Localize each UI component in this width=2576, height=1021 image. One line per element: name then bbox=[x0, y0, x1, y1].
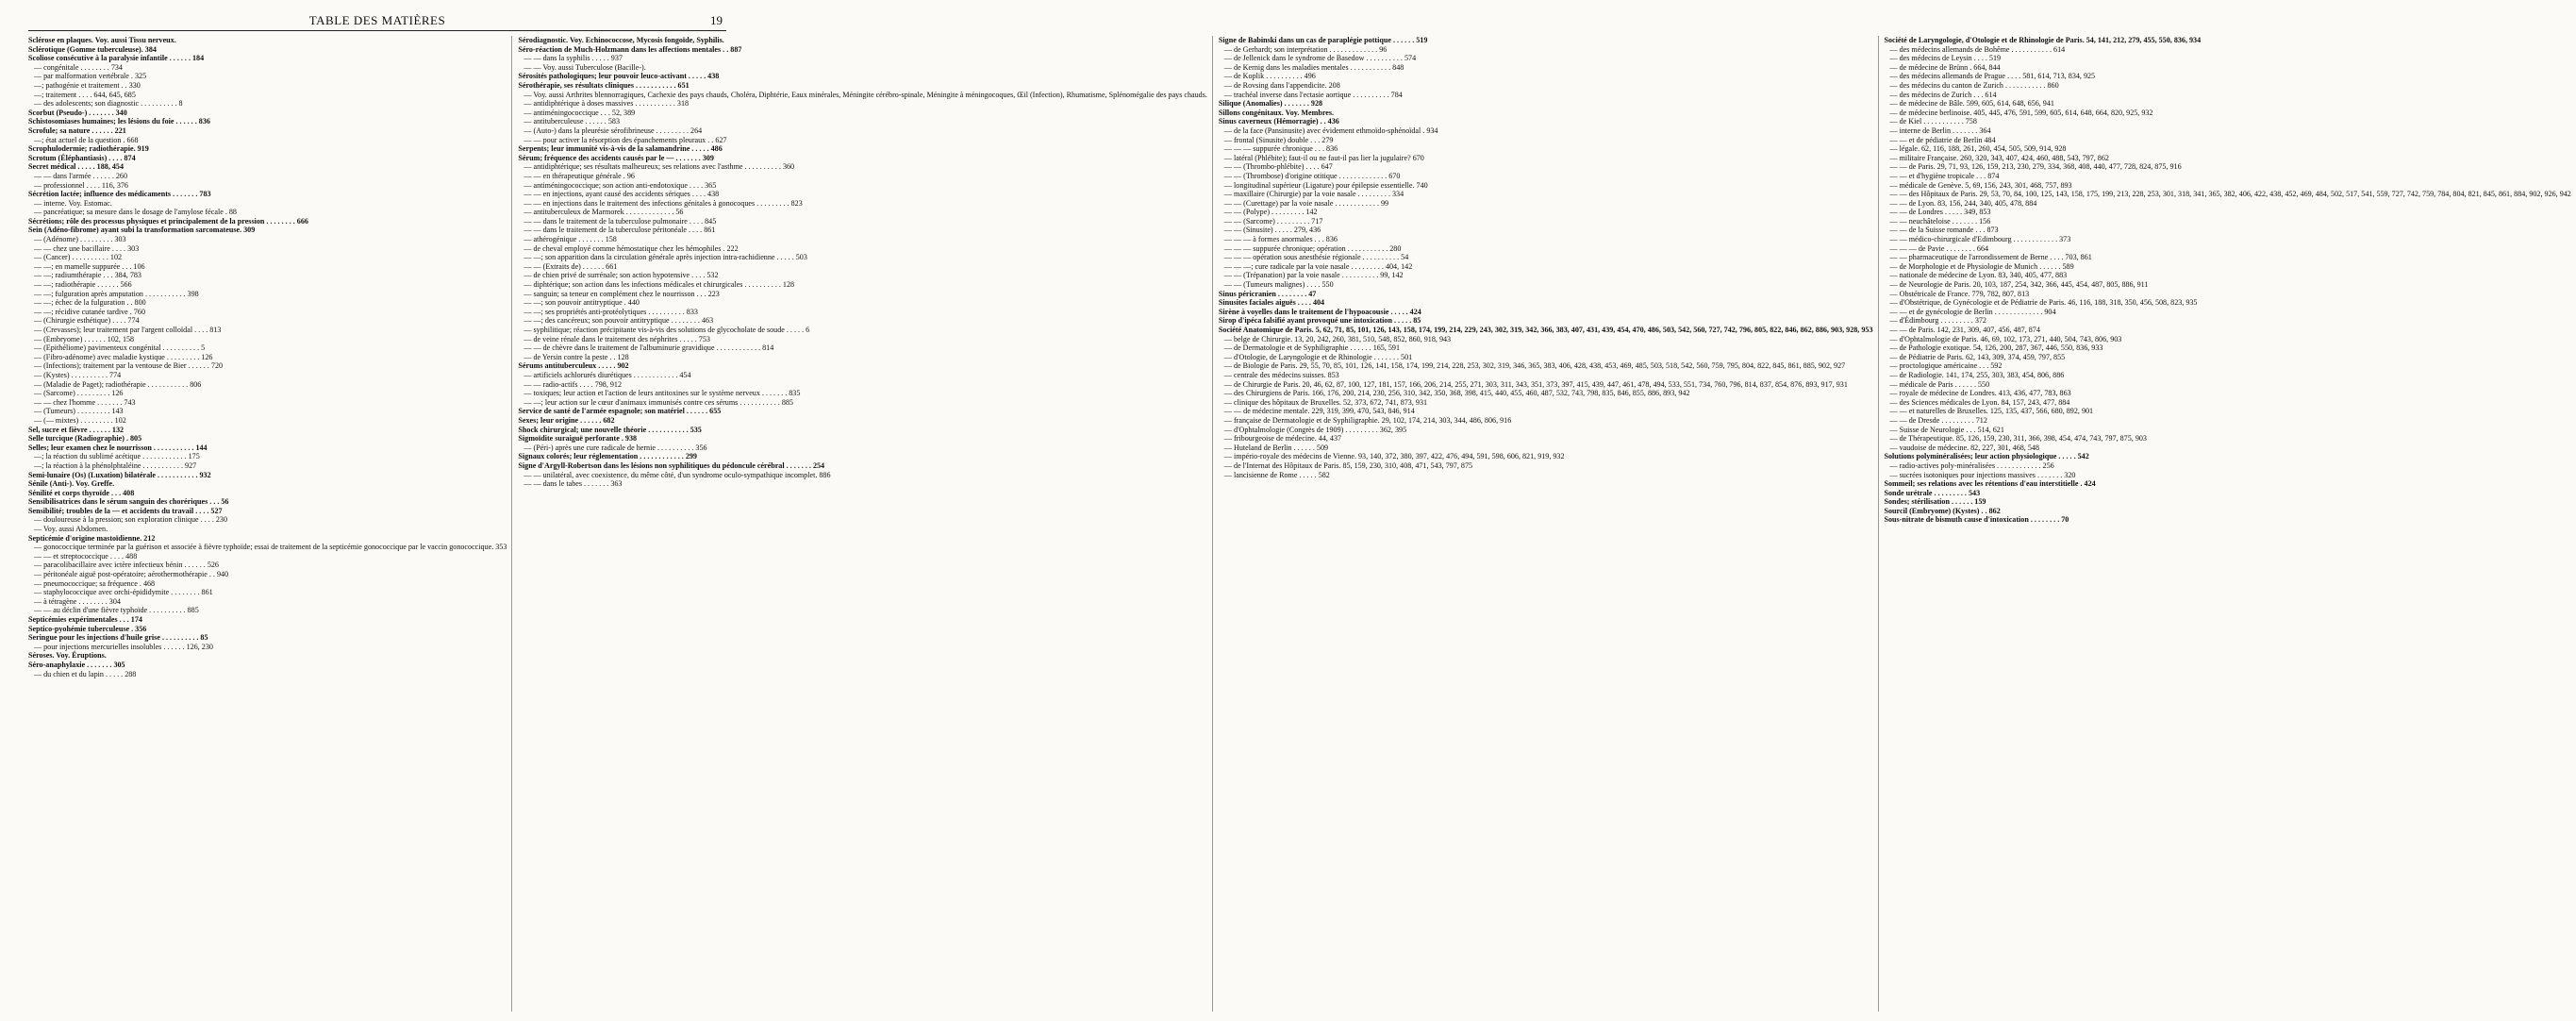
index-entry: — de Rovsing dans l'appendicite. 208 bbox=[1223, 80, 1340, 90]
index-entry: — — Voy. aussi Tuberculose (Bacille-). bbox=[524, 62, 646, 72]
index-entry: Sérum; fréquence des accidents causés par le — . . . . . . . 309 bbox=[518, 153, 714, 162]
index-entry: — — de Paris. 142, 231, 309, 407, 456, 487, 874 bbox=[1889, 326, 2040, 334]
index-entry: Société de Laryngologie, d'Otologie et de Rhinologie de Paris. 54, 141, 212, 279, 455, 550, 836, 934 bbox=[1884, 36, 2202, 44]
index-entry: Sondes; stérilisation . . . . . . 159 bbox=[1884, 497, 1986, 507]
index-entry: — des médecins allemands de Prague . . . . 581, 614, 713, 834, 925 bbox=[1889, 72, 2096, 81]
index-entry: — (Infections); traitement par la ventouse de Bier . . . . . . 720 bbox=[34, 361, 224, 371]
index-entry: — de Pathologie exotique. 54, 126, 200, 287, 367, 446, 550, 836, 933 bbox=[1889, 343, 2103, 353]
index-entry: Serpents; leur immunité vis-à-vis de la salamandrine . . . . . 486 bbox=[518, 144, 723, 154]
index-entry: Sensibilité; troubles de la — et accidents du travail . . . . 527 bbox=[28, 506, 223, 515]
index-entry: — —; échec de la fulguration . . 800 bbox=[34, 298, 146, 308]
index-column-1 bbox=[28, 36, 512, 1012]
index-entry: — de la face (Pansinusite) avec évidement ethmoïdo-sphénoïdal . 934 bbox=[1223, 126, 1438, 135]
index-entry: Sérodiagnostic. Voy. Echinococcose, Mycosis fongoïde, Syphilis. bbox=[518, 36, 724, 44]
index-entry: Sénile (Anti-). Voy. Greffe. bbox=[28, 479, 115, 489]
index-entry: — —; radiothérapie . . . . . . 566 bbox=[34, 280, 132, 290]
index-entry: Sirène à voyelles dans le traitement de l'hypoacousie . . . . . 424 bbox=[1218, 307, 1421, 316]
index-entry: — — (Sinusite) . . . . . 279, 436 bbox=[1223, 226, 1321, 235]
index-entry: — maxillaire (Chirurgie) par la voie nasale . . . . . . . . . 334 bbox=[1223, 190, 1404, 199]
index-entry: — — médico-chirurgicale d'Edimbourg . . . . . . . . . . . . 373 bbox=[1889, 235, 2071, 244]
index-entry: — paracolibacillaire avec ictère infectieux bénin . . . . . . 526 bbox=[34, 561, 219, 570]
index-entry: — antiméningococcique; son action anti-endotoxique . . . . 365 bbox=[524, 180, 717, 190]
index-entry: — des médecins du canton de Zurich . . . . . . . . . . . 860 bbox=[1889, 80, 2059, 90]
index-entry: — Voy. aussi Abdomen. bbox=[34, 525, 108, 534]
index-entry: — à tétragène . . . . . . . . 304 bbox=[34, 596, 121, 606]
index-entry: Solutions polyminéralisées; leur action physiologique . . . . . 542 bbox=[1884, 452, 2089, 461]
index-entry: — pneumococcique; sa fréquence . 468 bbox=[34, 578, 156, 588]
index-entry: — d'Obstétrique, de Gynécologie et de Pédiatrie de Paris. 46, 116, 188, 318, 350, 456, 508, 823, 935 bbox=[1889, 298, 2198, 308]
index-entry: — de Koplik . . . . . . . . . . 496 bbox=[1223, 72, 1316, 81]
index-entry: — — de médecine mentale. 229, 319, 399, 470, 543, 846, 914 bbox=[1223, 407, 1415, 416]
index-entry: — interne de Berlin . . . . . . . 364 bbox=[1889, 126, 1991, 135]
index-entry: —; pathogénie et traitement . . 330 bbox=[34, 80, 141, 90]
index-entry: — — — de Pavie . . . . . . . . 664 bbox=[1889, 243, 1989, 253]
index-entry: — légale. 62, 116, 188, 261, 260, 454, 505, 509, 914, 928 bbox=[1889, 144, 2067, 154]
index-entry: — — et streptococcique . . . . 488 bbox=[34, 551, 138, 561]
index-entry: Signe de Babinski dans un cas de paraplégie pottique . . . . . . 519 bbox=[1218, 36, 1428, 44]
index-entry: — — — suppurée chronique; opération . . . . . . . . . . . 280 bbox=[1223, 243, 1402, 253]
index-entry: — péritonéale aiguë post-opératoire; aérothermothérapie . . 940 bbox=[34, 570, 229, 579]
index-entry: — antituberculeuse . . . . . . 583 bbox=[524, 117, 620, 126]
index-entry: — — de Londres . . . . . 349, 853 bbox=[1889, 208, 1991, 217]
index-entry: Scoliose consécutive à la paralysie infantile . . . . . . 184 bbox=[28, 54, 205, 63]
index-entry: — — chez une bacillaire . . . . 303 bbox=[34, 243, 140, 253]
index-entry: — — et de gynécologie de Berlin . . . . . . . . . . . . . 904 bbox=[1889, 307, 2056, 316]
page-number: 19 bbox=[710, 13, 723, 27]
index-entry: — — en thérapeutique générale . 96 bbox=[524, 171, 635, 180]
index-entry: — par malformation vertébrale . 325 bbox=[34, 72, 147, 81]
index-entry: Sclérotique (Gomme tuberculeuse). 384 bbox=[28, 44, 157, 54]
index-entry: — de chien privé de surrénale; son action hypotensive . . . . 532 bbox=[524, 271, 719, 280]
index-entry: Sigmoïdite suraiguë perforante . 938 bbox=[518, 434, 638, 444]
index-entry: — — dans la syphilis . . . . . 937 bbox=[524, 54, 623, 63]
index-entry: — radio-actives poly-minéralisées . . . . . . . . . . . . 256 bbox=[1889, 460, 2054, 470]
index-entry: — vaudoise de médecine. 82, 227, 301, 468, 548 bbox=[1889, 443, 2039, 452]
index-entry: —; la réaction à la phénolphtaléine . . . . . . . . . . . 927 bbox=[34, 460, 197, 470]
index-entry: Sérums antituberculeux . . . . . 902 bbox=[518, 361, 629, 371]
index-entry: Scorbut (Pseudo-) . . . . . . . 340 bbox=[28, 108, 127, 117]
index-entry: Sel, sucre et fièvre . . . . . . 132 bbox=[28, 425, 125, 434]
index-entry: — nationale de médecine de Lyon. 83, 340, 405, 477, 883 bbox=[1889, 271, 2068, 280]
index-entry: — — et de pédiatrie de Berlin 484 bbox=[1889, 135, 1996, 144]
index-entry: — Obstétricale de France. 779, 782, 807, 813 bbox=[1889, 289, 2030, 298]
index-entry: Sous-nitrate de bismuth cause d'intoxication . . . . . . . . 70 bbox=[1884, 515, 2069, 525]
index-entry: Septicémie d'origine mastoïdienne. 212 bbox=[28, 533, 156, 543]
index-entry: — — dans le traitement de la tuberculose péritonéale . . . . 861 bbox=[524, 226, 716, 235]
index-entry: — — de la Suisse romande . . . 873 bbox=[1889, 226, 1999, 235]
index-entry: — pancréatique; sa mesure dans le dosage de l'amylose fécale . 88 bbox=[34, 208, 237, 217]
page-header bbox=[28, 11, 726, 31]
index-entry: Secret médical . . . . . 188, 454 bbox=[28, 162, 125, 172]
index-entry: — d'Édimbourg . . . . . . . . . 372 bbox=[1889, 316, 1986, 326]
index-entry: — — (Thrombo-phlébite) . . . . 647 bbox=[1223, 162, 1333, 172]
index-entry: — lancisienne de Rome . . . . . 582 bbox=[1223, 470, 1330, 479]
index-entry: — centrale des médecins suisses. 853 bbox=[1223, 370, 1339, 379]
index-entry: — — des Hôpitaux de Paris. 29, 53, 70, 84, 100, 125, 143, 158, 175, 199, 213, 228, 253, 301, 318, 341, 365, 382, 406, 422, 438, 452, 469, 484, 502, 517, 541, 559, 727, 742, 759, 784, 804, 821, 845, 861, 884, 902, 926, 942 bbox=[1889, 190, 2571, 199]
index-entry: Service de santé de l'armée espagnole; son matériel . . . . . . 655 bbox=[518, 407, 722, 416]
index-entry: — de Pédiatrie de Paris. 62, 143, 309, 374, 459, 797, 855 bbox=[1889, 352, 2066, 361]
index-entry: — — de Paris. 29, 71, 93, 126, 159, 213, 230, 279, 334, 368, 408, 440, 477, 728, 824, 875, 916 bbox=[1889, 162, 2182, 172]
index-entry: — —; récidive cutanée tardive . 760 bbox=[34, 307, 145, 316]
index-entry: — royale de médecine de Londres. 413, 436, 477, 783, 863 bbox=[1889, 389, 2071, 398]
index-columns bbox=[28, 36, 2571, 1012]
index-entry: — (Péri-) après une cure radicale de hernie . . . . . . . . . . 356 bbox=[524, 443, 707, 452]
index-entry: — — et naturelles de Bruxelles. 125, 135, 437, 566, 680, 892, 901 bbox=[1889, 407, 2094, 416]
index-entry: Sensibilisatrices dans le sérum sanguin des chorériques . . . 56 bbox=[28, 497, 229, 507]
index-entry: — de l'Internat des Hôpitaux de Paris. 85, 159, 230, 310, 408, 471, 543, 797, 875 bbox=[1223, 460, 1473, 470]
index-entry: — d'Otologie, de Laryngologie et de Rhinologie . . . . . . . 501 bbox=[1223, 352, 1413, 361]
index-entry: — toxiques; leur action et l'action de leurs antitoxines sur le système nerveux . . . . . . . 835 bbox=[524, 389, 801, 398]
index-entry: — (Crevasses); leur traitement par l'argent colloïdal . . . . 813 bbox=[34, 326, 222, 334]
index-entry: — Voy. aussi Arthrites blennorragiques, Cachexie des pays chauds, Choléra, Diphtérie, Eaux minérales, Méningite cérébro-spinale, Méningite à méningocoques, Œil (Infection), Rhumatisme, Splénomégalie des pays chauds. bbox=[524, 90, 1207, 99]
index-entry: — des médecins de Leysin . . . . 519 bbox=[1889, 54, 2002, 63]
index-entry: Sécrétions; rôle des processus physiques et principalement de la pression . . . . . . . . 666 bbox=[28, 216, 308, 226]
index-entry: — (Tumeurs) . . . . . . . . . 143 bbox=[34, 407, 124, 416]
index-entry: — de médecine de Bâle. 599, 605, 614, 648, 656, 941 bbox=[1889, 99, 2054, 109]
index-entry: Sein (Adéno-fibrome) ayant subi la transformation sarcomateuse. 309 bbox=[28, 226, 256, 235]
index-entry: — des adolescents; son diagnostic . . . . . . . . . . 8 bbox=[34, 99, 183, 109]
index-entry: — — (Polype) . . . . . . . . . 142 bbox=[1223, 208, 1318, 217]
index-entry: — de médecine de Brünn . 664, 844 bbox=[1889, 62, 2001, 72]
index-entry: Sénilité et corps thyroïde . . . 408 bbox=[28, 488, 135, 497]
index-entry: Séro-réaction de Much-Holzmann dans les affections mentales . . 887 bbox=[518, 44, 742, 54]
index-entry: — — (Extraits de) . . . . . . 661 bbox=[524, 261, 618, 271]
index-entry: — — — opération sous anesthésie régionale . . . . . . . . . . 54 bbox=[1223, 253, 1409, 262]
index-entry: — du chien et du lapin . . . . . 288 bbox=[34, 669, 137, 678]
index-entry: — Suisse de Neurologie . . . 514, 621 bbox=[1889, 425, 2004, 434]
index-entry: — médicale de Genève. 5, 69, 156, 243, 301, 468, 757, 893 bbox=[1889, 180, 2072, 190]
index-entry: — sucrées isotoniques pour injections massives . . . . . . . 320 bbox=[1889, 470, 2076, 479]
index-entry: — des Sciences médicales de Lyon. 84, 157, 243, 477, 884 bbox=[1889, 397, 2070, 407]
index-entry: — (Chirurgie esthétique) . . . . 774 bbox=[34, 316, 140, 326]
index-entry: — des médecins de Zurich . . . 614 bbox=[1889, 90, 1997, 99]
index-entry: — — (Thrombose) d'origine otitique . . . . . . . . . . . . . 670 bbox=[1223, 171, 1401, 180]
index-entry: — — — à formes anormales . . . 836 bbox=[1223, 235, 1338, 244]
index-entry: — — dans le tabes . . . . . . . 363 bbox=[524, 479, 623, 489]
index-entry: Sinusites faciales aiguës . . . . 404 bbox=[1218, 298, 1325, 308]
index-entry: — — pour activer la résorption des épanchements pleuraux . . 627 bbox=[524, 135, 727, 144]
index-entry: Semi-lunaire (Os) (Luxation) bilatérale . . . . . . . . . . . 932 bbox=[28, 470, 211, 479]
index-entry: — — en injections, ayant causé des accidents sériques . . . . 438 bbox=[524, 190, 720, 199]
index-entry: — de Neurologie de Paris. 20, 103, 187, 254, 342, 366, 445, 454, 487, 805, 886, 911 bbox=[1889, 280, 2149, 290]
index-entry: — Huteland de Berlin . . . . . . 509 bbox=[1223, 443, 1329, 452]
index-entry: — d'Ophtalmologie de Paris. 46, 69, 102, 173, 271, 440, 504, 743, 806, 903 bbox=[1889, 334, 2122, 343]
index-entry: — de Jellenick dans le syndrome de Basedow . . . . . . . . . . 574 bbox=[1223, 54, 1417, 63]
index-entry: Scrotum (Éléphantiasis) . . . . 874 bbox=[28, 153, 136, 162]
index-entry: —; état actuel de la question . 668 bbox=[34, 135, 139, 144]
index-entry: — athérogénique . . . . . . . 158 bbox=[524, 235, 617, 244]
index-entry: — — de chèvre dans le traitement de l'albuminurie gravidique . . . . . . . . . . . . 814 bbox=[524, 343, 774, 353]
index-entry: Sérosités pathologiques; leur pouvoir leuco-activant . . . . . 438 bbox=[518, 72, 720, 81]
index-entry: Septicémies expérimentales . . . 174 bbox=[28, 615, 142, 624]
index-entry: Société Anatomique de Paris. 5, 62, 71, 85, 101, 126, 143, 158, 174, 199, 214, 229, 243, 302, 319, 342, 366, 383, 407, 431, 439, 454, 470, 486, 503, 542, 560, 727, 742, 796, 805, 822, 846, 862, 886, 903, 928, 953 bbox=[1218, 326, 1873, 334]
index-entry: — —; leur action sur le cœur d'animaux immunisés contre ces sérums . . . . . . . . . . . 885 bbox=[524, 397, 793, 407]
index-entry: Signaux colorés; leur réglementation . . . . . . . . . . . . 299 bbox=[518, 452, 697, 461]
index-entry: — — et d'hygiène tropicale . . . 874 bbox=[1889, 171, 2000, 180]
index-entry: Septico-pyohémie tuberculeuse . 356 bbox=[28, 624, 147, 633]
index-entry: Scrofule; sa nature . . . . . . 221 bbox=[28, 126, 126, 135]
index-entry: Schistosomiases humaines; les lésions du foie . . . . . . 836 bbox=[28, 117, 210, 126]
index-entry: — latéral (Phlébite); faut-il ou ne faut-il pas lier la jugulaire? 670 bbox=[1223, 153, 1424, 162]
index-entry: — des Chirurgiens de Paris. 166, 176, 200, 214, 230, 256, 310, 342, 350, 368, 398, 415, 440, 455, 460, 487, 532, 743, 798, 835, 846, 855, 886, 893, 942 bbox=[1223, 389, 1690, 398]
index-entry: — — (Tumeurs malignes) . . . . 550 bbox=[1223, 280, 1334, 290]
index-entry: — —; son apparition dans la circulation générale après injection intra-rachidienne . . . . . 503 bbox=[524, 253, 807, 262]
index-entry: — —; ses propriétés anti-protéolytiques . . . . . . . . . . 833 bbox=[524, 307, 698, 316]
page-title: TABLE DES MATIÈRES bbox=[308, 13, 446, 27]
index-column-2 bbox=[518, 36, 1213, 1012]
index-entry: — militaire Française. 260, 320, 343, 407, 424, 460, 488, 543, 797, 862 bbox=[1889, 153, 2109, 162]
index-entry: — gonococcique terminée par la guérison et associée à fièvre typhoïde; essai de traitement de la septicémie gonococcique par le vaccin gonococcique. 353 bbox=[34, 543, 507, 552]
index-entry: — de Thérapeutique. 85, 126, 159, 230, 311, 366, 398, 454, 474, 743, 797, 875, 903 bbox=[1889, 434, 2147, 444]
index-entry: — frontal (Sinusite) double . . . 279 bbox=[1223, 135, 1334, 144]
index-entry: — império-royale des médecins de Vienne. 93, 140, 372, 380, 397, 422, 476, 494, 591, 598, 606, 821, 919, 932 bbox=[1223, 452, 1565, 461]
index-entry: — (Cancer) . . . . . . . . . . 102 bbox=[34, 253, 123, 262]
index-entry: Sourcil (Embryome) (Kystes) . . 862 bbox=[1884, 506, 2001, 515]
index-entry: Signe d'Argyll-Robertson dans les lésions non syphilitiques du pédoncule cérébral . . . . . . . 254 bbox=[518, 460, 825, 470]
index-entry: — d'Ophtalmologie (Congrès de 1909) . . . . . . . . . 362, 395 bbox=[1223, 425, 1407, 434]
index-entry: — — radio-actifs . . . . 798, 912 bbox=[524, 379, 623, 389]
index-entry: —; la réaction du sublimé acétique . . . . . . . . . . . . 175 bbox=[34, 452, 200, 461]
index-entry: — —; radiumthérapie . . . 384, 783 bbox=[34, 271, 141, 280]
index-entry: — — de Lyon. 83, 156, 244, 340, 405, 478, 884 bbox=[1889, 198, 2037, 208]
index-entry: — — — suppurée chronique . . . 836 bbox=[1223, 144, 1338, 154]
index-entry: — proctologique américaine . . . 592 bbox=[1889, 361, 2003, 371]
index-entry: — —; son pouvoir antitryptique . 440 bbox=[524, 298, 640, 308]
index-entry: — (Fibro-adénome) avec maladie kystique . . . . . . . . . 126 bbox=[34, 352, 213, 361]
index-entry: — de Kernig dans les maladies mentales . . . . . . . . . . . 848 bbox=[1223, 62, 1404, 72]
index-entry: — —; fulguration après amputation . . . . . . . . . . . 398 bbox=[34, 289, 199, 298]
index-entry: — médicale de Paris . . . . . . 550 bbox=[1889, 379, 1990, 389]
index-entry: — française de Dermatologie et de Syphiligraphie. 29, 102, 174, 214, 303, 344, 486, 806, 916 bbox=[1223, 415, 1512, 425]
index-entry: — artificiels achlorurés diurétiques . . . . . . . . . . . . 454 bbox=[524, 370, 691, 379]
index-entry: — (Embryome) . . . . . . 102, 158 bbox=[34, 334, 135, 343]
index-entry: Scrophulodermie; radiothérapie. 919 bbox=[28, 144, 149, 154]
index-entry: — staphylococcique avec orchi-épididymite . . . . . . . . 861 bbox=[34, 588, 213, 597]
index-entry: Sérothérapie, ses résultats cliniques . . . . . . . . . . . 651 bbox=[518, 80, 690, 90]
index-entry: — — de Dresde . . . . . . . . . 712 bbox=[1889, 415, 1987, 425]
index-column-3 bbox=[1219, 36, 1879, 1012]
index-entry: — interne. Voy. Estomac. bbox=[34, 198, 112, 208]
index-entry: — de veine rénale dans le traitement des néphrites . . . . . 753 bbox=[524, 334, 710, 343]
index-entry: Sommeil; ses relations avec les rétentions d'eau interstitielle . 424 bbox=[1884, 479, 2096, 489]
index-entry: — de Gerhardt; son interprétation . . . . . . . . . . . . . 96 bbox=[1223, 44, 1388, 54]
index-entry: — douloureuse à la pression; son exploration clinique . . . . 230 bbox=[34, 515, 228, 525]
index-entry: — — chez l'homme . . . . . . . 743 bbox=[34, 397, 136, 407]
index-entry: — — —; cure radicale par la voie nasale . . . . . . . . . 404, 142 bbox=[1223, 261, 1413, 271]
index-entry: — de Chirurgie de Paris. 20, 46, 62, 87, 100, 127, 181, 157, 166, 206, 214, 255, 271, 303, 311, 343, 351, 373, 397, 415, 439, 447, 461, 478, 494, 533, 551, 734, 760, 796, 814, 837, 854, 876, 893, 917, 931 bbox=[1223, 379, 1848, 389]
index-entry: — (Auto-) dans la pleurésie sérofibrineuse . . . . . . . . . 264 bbox=[524, 126, 703, 135]
index-entry: Sinus péricranien . . . . . . . . 47 bbox=[1218, 289, 1317, 298]
index-entry: —; traitement . . . . 644, 645, 685 bbox=[34, 90, 136, 99]
index-entry: — — unilatéral, avec coexistence, du même côté, d'un syndrome oculo-sympathique incomplet. 886 bbox=[524, 470, 831, 479]
index-entry: — — (Curettage) par la voie nasale . . . . . . . . . . . . 99 bbox=[1223, 198, 1389, 208]
index-entry: Séroses. Voy. Éruptions. bbox=[28, 651, 107, 661]
index-entry: — —; en mamelle suppurée . . . 106 bbox=[34, 261, 145, 271]
index-entry: — — (Trépanation) par la voie nasale . . . . . . . . . . 99, 142 bbox=[1223, 271, 1404, 280]
index-entry: — de Yersin contre la peste . . 128 bbox=[524, 352, 629, 361]
index-entry: — (— mixtes) . . . . . . . . . 102 bbox=[34, 415, 126, 425]
index-entry: — — en injections dans le traitement des infections génitales à gonocoques . . . . . . . . . 823 bbox=[524, 198, 803, 208]
index-entry: — sanguin; sa teneur en complément chez le nourrisson . . . 223 bbox=[524, 289, 720, 298]
index-entry: Sexes; leur origine . . . . . . 682 bbox=[518, 415, 615, 425]
index-entry: — congénitale . . . . . . . . 734 bbox=[34, 62, 123, 72]
index-entry: Silique (Anomalies) . . . . . . . 928 bbox=[1218, 99, 1323, 109]
index-entry: — de Dermatologie et de Syphiligraphie . . . . . . 165, 591 bbox=[1223, 343, 1401, 353]
index-entry: Selle turcique (Radiographie) . 805 bbox=[28, 434, 142, 444]
index-entry: Sclérose en plaques. Voy. aussi Tissu nerveux. bbox=[28, 36, 176, 44]
index-entry: — (Maladie de Paget); radiothérapie . . . . . . . . . . . 806 bbox=[34, 379, 202, 389]
index-entry: — — (Sarcome) . . . . . . . . . 717 bbox=[1223, 216, 1323, 226]
index-entry: — trachéal inverse dans l'ectasie aortique . . . . . . . . . . 784 bbox=[1223, 90, 1403, 99]
index-entry: — antiméningococcique . . . 52, 389 bbox=[524, 108, 636, 117]
index-entry: — syphilitique; réaction précipitante vis-à-vis des solutions de glycocholate de soude . . . . . 6 bbox=[524, 326, 810, 334]
index-entry: Sonde urétrale . . . . . . . . . 543 bbox=[1884, 488, 1981, 497]
index-entry: — (Epithéliome) pavimenteux congénital . . . . . . . . . . 5 bbox=[34, 343, 206, 353]
index-column-4 bbox=[1885, 36, 2576, 1012]
index-entry: — — dans l'armée . . . . . . 260 bbox=[34, 171, 128, 180]
index-entry: Sillons congénitaux. Voy. Membres. bbox=[1218, 108, 1335, 117]
index-entry: — de Biologie de Paris. 29, 55, 70, 85, 101, 126, 141, 158, 174, 199, 214, 228, 253, 302, 319, 346, 365, 383, 406, 428, 438, 453, 469, 485, 503, 518, 542, 560, 759, 795, 804, 822, 845, 861, 885, 902, 927 bbox=[1223, 361, 1846, 371]
index-entry: — clinique des hôpitaux de Bruxelles. 52, 373, 672, 741, 873, 931 bbox=[1223, 397, 1428, 407]
index-entry: — pour injections mercurielles insolubles . . . . . . 126, 230 bbox=[34, 642, 213, 651]
index-entry: Sirop d'ipéca falsifié ayant provoqué une intoxication . . . . . 85 bbox=[1218, 316, 1421, 326]
index-entry: Sécrétion lactée; influence des médicaments . . . . . . . 783 bbox=[28, 190, 211, 199]
index-entry: — —; des cancéreux; son pouvoir antitryptique . . . . . . . . 463 bbox=[524, 316, 714, 326]
index-entry: — de Kiel . . . . . . . . . . . 758 bbox=[1889, 117, 1977, 126]
index-entry: — — neuchâteloise . . . . . . . 156 bbox=[1889, 216, 1991, 226]
index-entry: Selles; leur examen chez le nourrisson . . . . . . . . . . . 144 bbox=[28, 443, 208, 452]
index-entry: — belge de Chirurgie. 13, 20, 242, 260, 381, 510, 548, 852, 860, 918, 943 bbox=[1223, 334, 1452, 343]
index-entry: — fribourgeoise de médecine. 44, 437 bbox=[1223, 434, 1342, 444]
index-entry: Shock chirurgical; une nouvelle théorie . . . . . . . . . . . 535 bbox=[518, 425, 702, 434]
index-entry: — antidiphtérique à doses massives . . . . . . . . . . . 318 bbox=[524, 99, 690, 109]
index-entry: Sinus caverneux (Hémorragie) . . 436 bbox=[1218, 117, 1339, 126]
index-entry: — antituberculeux de Marmorek . . . . . . . . . . . . . 56 bbox=[524, 208, 684, 217]
index-entry: — (Kystes) . . . . . . . . . . 774 bbox=[34, 370, 122, 379]
index-entry: — de Radiologie. 141, 174, 255, 303, 383, 454, 806, 886 bbox=[1889, 370, 2065, 379]
index-entry: — — pharmaceutique de l'arrondissement de Berne . . . . 703, 861 bbox=[1889, 253, 2092, 262]
index-entry: — antidiphtérique; ses résultats malheureux; ses relations avec l'asthme . . . . . . . . . . 360 bbox=[524, 162, 795, 172]
index-entry: — longitudinal supérieur (Ligature) pour épilepsie essentielle. 740 bbox=[1223, 180, 1428, 190]
index-entry: — — dans le traitement de la tuberculose pulmonaire . . . . 845 bbox=[524, 216, 717, 226]
index-entry: — — au déclin d'une fièvre typhoïde . . . . . . . . . . 885 bbox=[34, 606, 199, 615]
index-entry: — diphtérique; son action dans les infections médicales et chirurgicales . . . . . . . . . . 128 bbox=[524, 280, 795, 290]
index-entry: Seringue pour les injections d'huile grise . . . . . . . . . . 85 bbox=[28, 633, 208, 643]
index-entry: — professionnel . . . . 116, 376 bbox=[34, 180, 128, 190]
index-entry: — (Adénome) . . . . . . . . . 303 bbox=[34, 235, 126, 244]
index-entry: — de cheval employé comme hémostatique chez les hémophiles . 222 bbox=[524, 243, 739, 253]
index-entry: — de Morphologie et de Physiologie de Munich . . . . . . 589 bbox=[1889, 261, 2074, 271]
index-entry: — (Sarcome) . . . . . . . . . 126 bbox=[34, 389, 124, 398]
index-entry: Séro-anaphylaxie . . . . . . . 305 bbox=[28, 660, 125, 669]
index-entry: — des médecins allemands de Bohême . . . . . . . . . . . 614 bbox=[1889, 44, 2066, 54]
index-entry: — de médecine berlinoise. 405, 445, 476, 591, 599, 605, 614, 648, 664, 820, 925, 932 bbox=[1889, 108, 2153, 117]
